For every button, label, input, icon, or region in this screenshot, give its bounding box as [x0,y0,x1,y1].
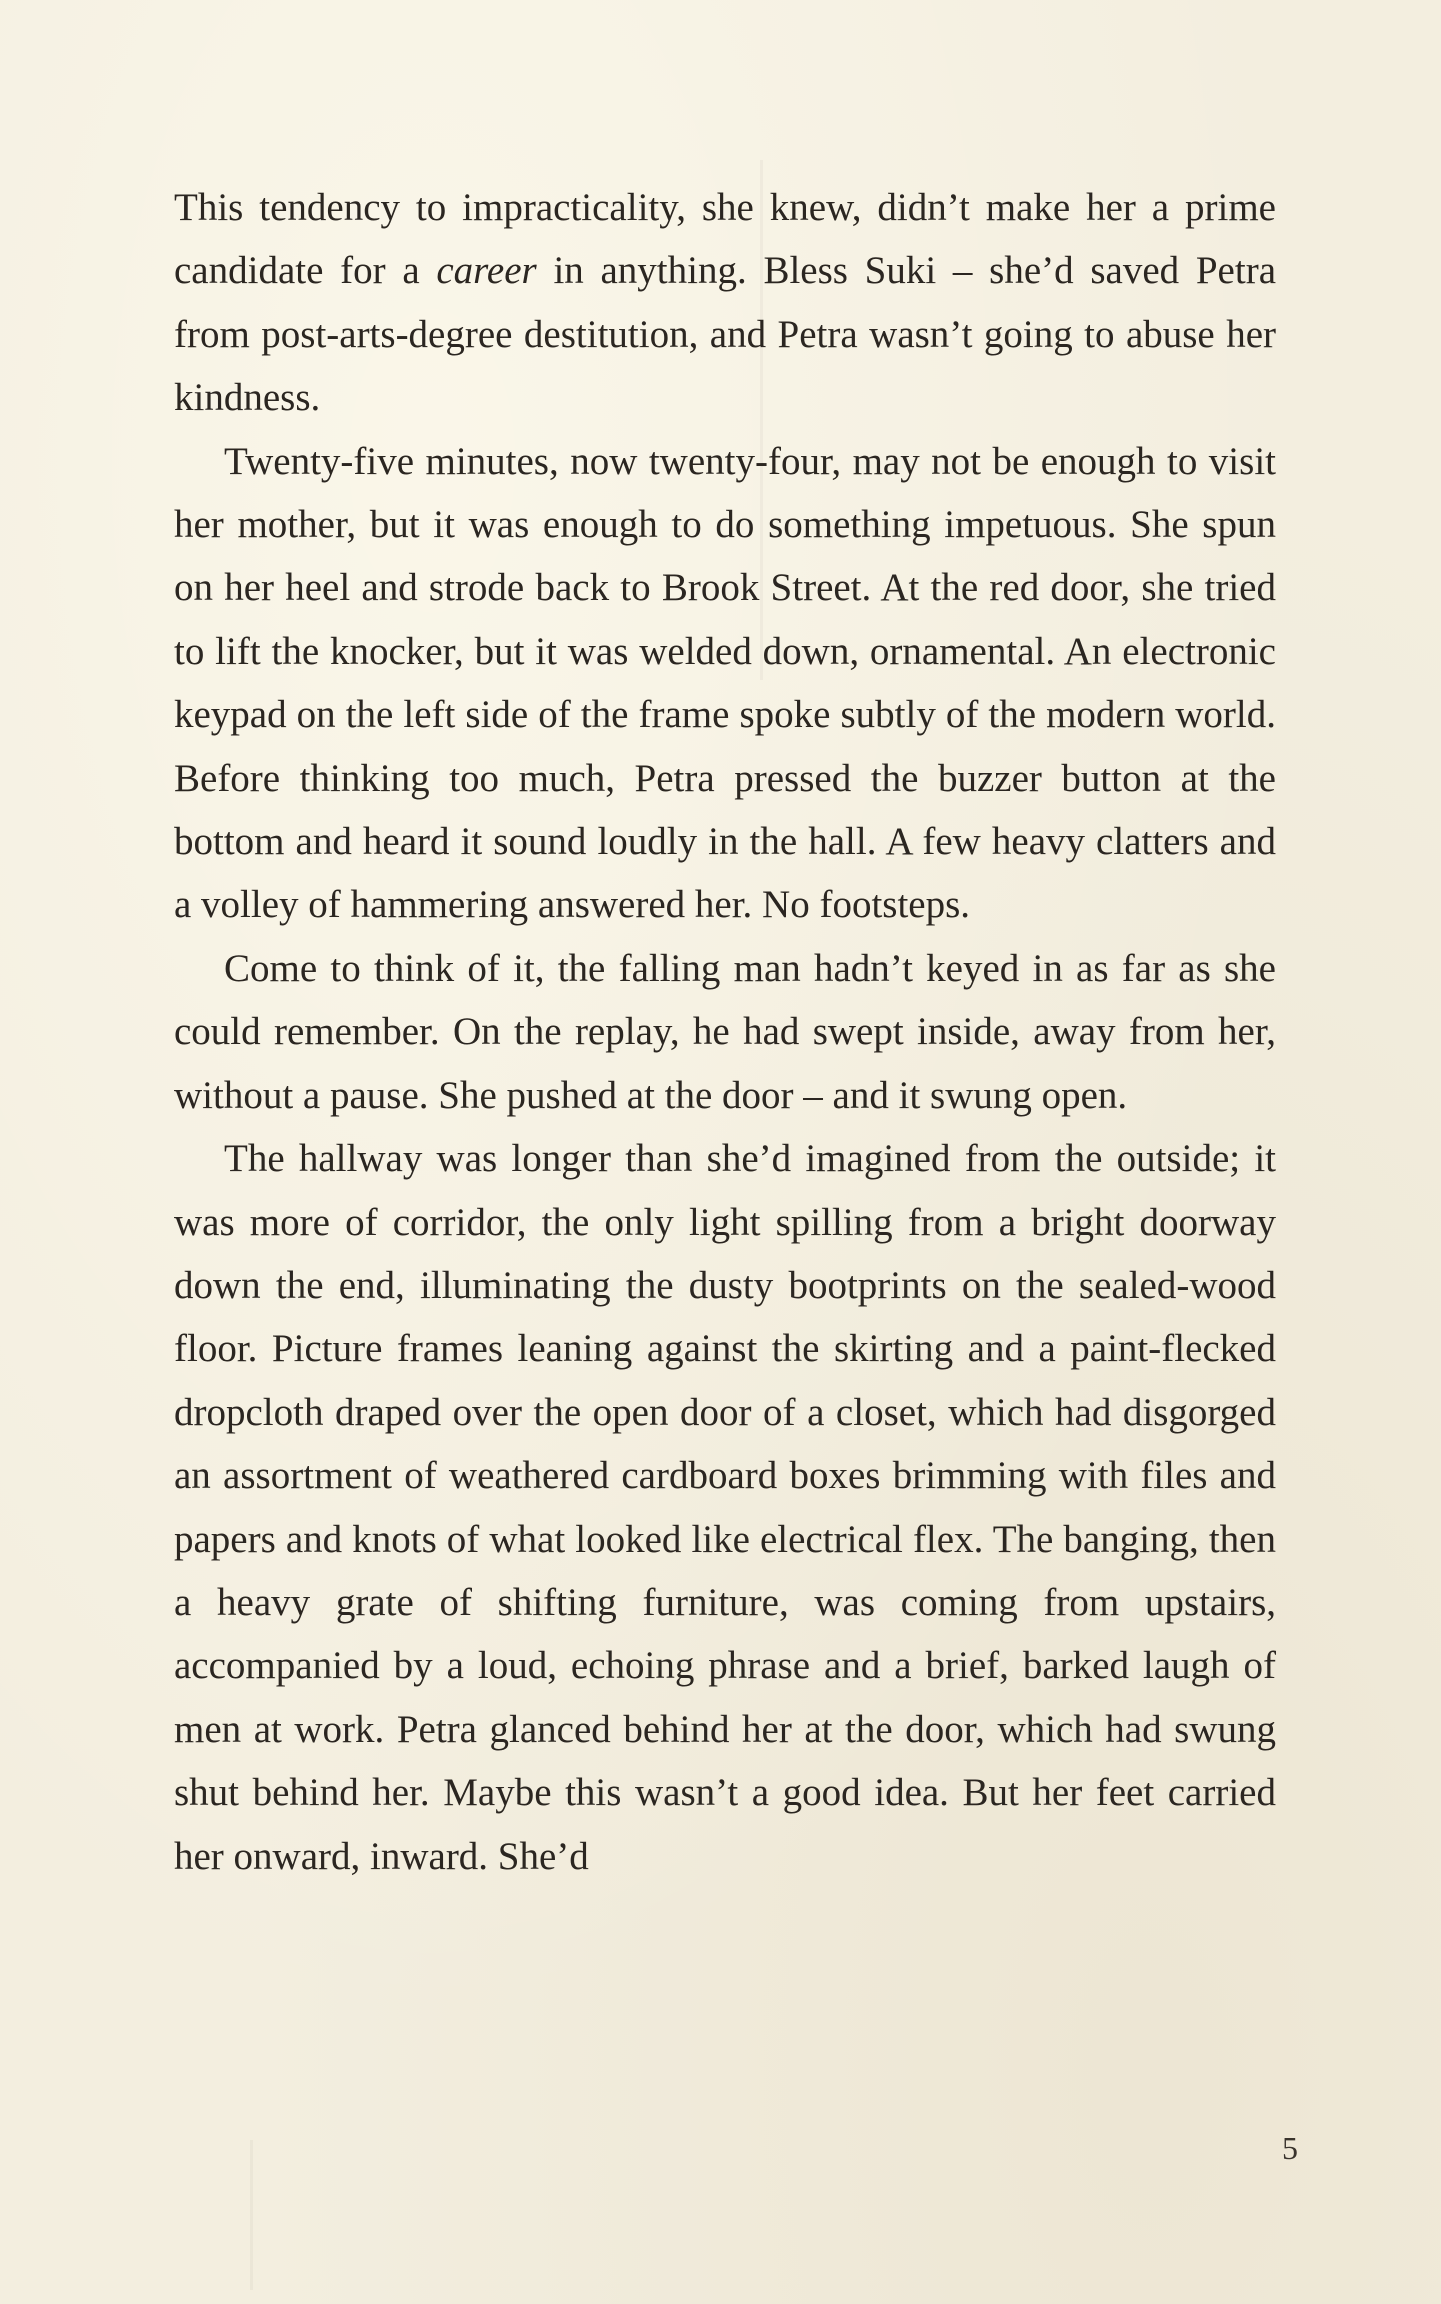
paragraph-2: Twenty-five minutes, now twenty-four, may not be enough to visit her mother, but it was enough to do something impetuous. She spun on her heel and strode back to Brook Street. At the red door, she tried to lift the knocker, but it was welded down, ornamental. An electronic keypad on the left side of the frame spoke subtly of the modern world. Before thinking too much, Petra pressed the buzzer button at the bottom and heard it sound loudly in the hall. A few heavy clatters and a volley of hammering answered her. No footsteps. [174,439,1276,927]
paragraph-4: The hallway was longer than she’d imagined from the outside; it was more of corridor, the only light spilling from a bright doorway down the end, illuminating the dusty bootprints on the sealed-wood floor. Picture frames leaning against the skirting and a paint-flecked dropcloth draped over the open door of a closet, which had disgorged an assortment of weathered cardboard boxes brimming with files and papers and knots of what looked like electrical flex. The banging, then a heavy grate of shifting furniture, was coming from upstairs, accompanied by a loud, echoing phrase and a brief, barked laugh of men at work. Petra glanced behind her at the door, which had swung shut behind her. Maybe this wasn’t a good idea. But her feet carried her onward, inward. She’d [174,1137,1276,1878]
paragraph-3: Come to think of it, the falling man hadn’t keyed in as far as she could remember. On the replay, he had swept inside, away from her, without a pause. She pushed at the door – and it swung open. [174,946,1276,1117]
paragraph-1 [174,176,1276,430]
page-number: 5 [1282,2130,1298,2166]
paragraph-1-part-2: in anything. Bless Suki – she’d saved Petra from post-arts-degree destitution, and Petra wasn’t going to abuse her kindness. [174,249,1277,420]
paragraph-1-part-1: This tendency to impracticality, she knew, didn’t make her a prime candidate for a [174,186,1276,293]
emphasis-career: career [436,249,537,293]
body-text [174,176,1276,1888]
paper-show-through [250,2140,253,2290]
